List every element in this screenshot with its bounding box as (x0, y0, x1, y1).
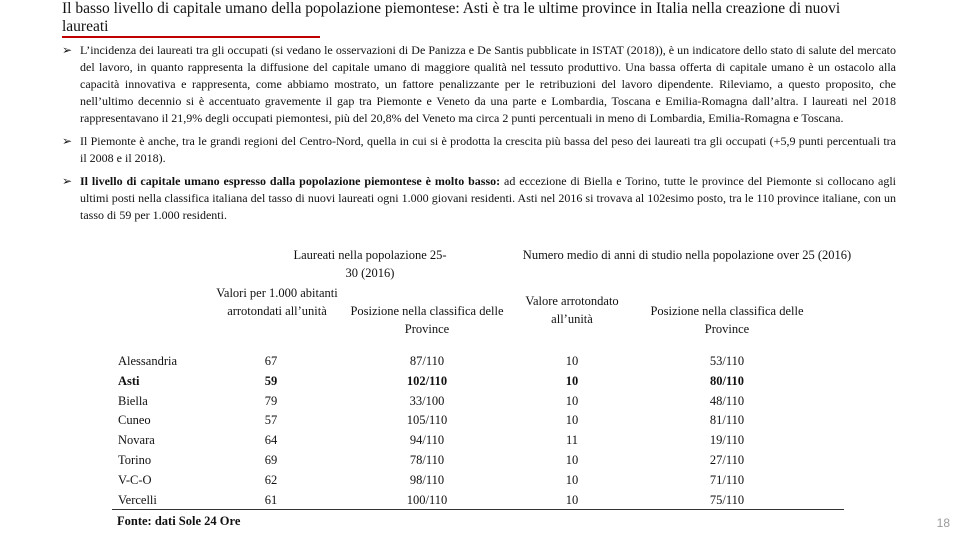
column-header-rank-graduates: Posizione nella classifica delle Province (350, 304, 504, 336)
bullet-item (62, 173, 896, 224)
graduates-value: 61 (264, 492, 278, 507)
graduates-value: 57 (264, 413, 278, 428)
bullet-item (62, 42, 896, 127)
slide-title: Il basso livello di capitale umano della popolazione piemontese: Asti è tra le ultime province in Italia nella creazione di nuovi laureati (62, 0, 841, 35)
study-years-value: 11 (565, 433, 579, 448)
table-row (112, 372, 844, 392)
province-name: Biella (118, 393, 148, 408)
table-row (112, 491, 844, 511)
province-name: V-C-O (118, 472, 152, 487)
study-years-rank: 81/110 (709, 413, 745, 428)
table-body (112, 352, 844, 510)
table-row (112, 352, 844, 372)
study-years-rank: 80/110 (709, 373, 745, 388)
graduates-value: 62 (264, 472, 278, 487)
column-header-value-per-1000: Valori per 1.000 abitanti arrotondati all’unità (216, 286, 338, 318)
source-note: Fonte: dati Sole 24 Ore (117, 514, 241, 528)
bullet-text: Il Piemonte è anche, tra le grandi regioni del Centro-Nord, quella in cui si è prodotta la crescita più bassa del peso dei laureati tra gli occupati (+5,9 punti percentuali tra il 2008 e il 2018). (80, 134, 896, 165)
arrow-bullet-icon: ➢ (62, 174, 73, 188)
study-years-rank: 48/110 (709, 393, 745, 408)
arrow-bullet-icon: ➢ (62, 134, 73, 148)
study-years-value: 10 (565, 413, 579, 428)
bullet-bold-text: Il livello di capitale umano espresso dalla popolazione piemontese è molto basso: (80, 174, 501, 188)
graduates-rank: 78/110 (409, 452, 445, 467)
group-header-graduates: Laureati nella popolazione 25-30 (2016) (293, 248, 447, 280)
table-row (112, 411, 844, 431)
table-bottom-rule (112, 509, 844, 510)
graduates-value: 79 (264, 393, 278, 408)
study-years-rank: 71/110 (709, 472, 745, 487)
graduates-value: 67 (264, 354, 278, 368)
study-years-value: 10 (565, 492, 579, 507)
bullet-text: L’incidenza dei laureati tra gli occupati (si vedano le osservazioni di De Panizza e De Santis pubblicate in ISTAT (2018)), è un indicatore dello stato di salute del mercato del lavoro, in quanto rappresenta la diffusione del capitale umano di maggiore qualità nel tessuto produttivo. Una bassa offerta di capitale umano è un ostacolo alla capacità innovativa e rappresenta, come abbiamo mostrato, un fattore penalizzante per le retribuzioni del lavoro dipendente. Rileviamo, a questo proposito, che nell’ultimo decennio si è accentuato gravemente il gap tra Piemonte e Veneto da una parte e Lombardia, Toscana e Emilia-Romagna dall’altra. I laureati nel 2018 rappresentavano il 21,9% degli occupati piemontesi, più del 20,8% del Veneto ma circa 2 punti percentuali in meno di Lombardia, Emilia-Romagna e Toscana. (80, 43, 896, 125)
province-name: Novara (118, 433, 155, 448)
study-years-value: 10 (565, 452, 579, 467)
bullet-item (62, 133, 896, 167)
table-row (112, 471, 844, 491)
study-years-value: 10 (565, 393, 579, 408)
province-name: Vercelli (118, 492, 157, 507)
province-name: Alessandria (118, 354, 178, 368)
graduates-value: 64 (264, 433, 278, 448)
graduates-rank: 94/110 (409, 433, 445, 448)
page-number: 18 (936, 516, 950, 530)
table-row (112, 431, 844, 451)
graduates-rank: 33/100 (409, 393, 445, 408)
graduates-value: 59 (264, 373, 278, 388)
graduates-rank: 102/110 (406, 373, 448, 388)
column-header-rank-years: Posizione nella classifica delle Province (650, 304, 804, 336)
study-years-value: 10 (565, 373, 579, 388)
study-years-rank: 27/110 (709, 452, 745, 467)
province-name: Torino (118, 452, 152, 467)
bullet-text: ad eccezione di Biella e Torino, tutte le province del Piemonte si collocano agli ultimi posti nella classifica italiana del tasso di nuovi laureati ogni 1.000 giovani residenti. Asti nel 2016 si trovava al 102esimo posto, tra le 110 province italiane, con un tasso di 59 per 1.000 residenti. (80, 174, 896, 222)
graduates-value: 69 (264, 452, 278, 467)
study-years-rank: 19/110 (709, 433, 745, 448)
arrow-bullet-icon: ➢ (62, 43, 73, 57)
study-years-value: 10 (565, 472, 579, 487)
province-name: Asti (118, 373, 140, 388)
graduates-rank: 105/110 (406, 413, 448, 428)
column-header-value-years: Valore arrotondato all’unità (525, 294, 619, 326)
table-row (112, 451, 844, 471)
table-row (112, 392, 844, 412)
study-years-rank: 75/110 (709, 492, 745, 507)
group-header-study-years: Numero medio di anni di studio nella popolazione over 25 (2016) (522, 248, 852, 262)
title-underline (62, 36, 320, 38)
study-years-rank: 53/110 (709, 354, 745, 368)
study-years-value: 10 (565, 354, 579, 368)
bullet-list (62, 42, 896, 230)
graduates-rank: 100/110 (406, 492, 448, 507)
graduates-rank: 87/110 (409, 354, 445, 368)
graduates-rank: 98/110 (409, 472, 445, 487)
province-name: Cuneo (118, 413, 151, 428)
